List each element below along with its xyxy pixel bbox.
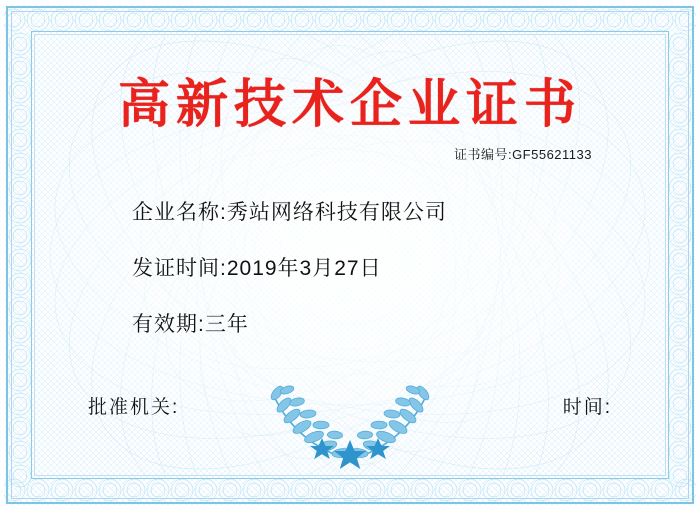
certificate-number-label: 证书编号: [453, 147, 513, 162]
field-validity-period-label: 有效期: [132, 313, 205, 336]
approval-date-label: 时间: [562, 397, 612, 418]
laurel-wreath-icon [260, 378, 440, 478]
field-issue-date-value: 2019年3月27日 [226, 257, 382, 280]
field-company-name-value: 秀站网络科技有限公司 [226, 201, 447, 224]
field-issue-date-label: 发证时间: [132, 257, 227, 280]
field-validity-period [132, 308, 249, 338]
certificate-number [454, 144, 592, 163]
field-validity-period-value: 三年 [204, 313, 249, 336]
certificate-number-value: GF55621133 [512, 147, 592, 162]
field-issue-date [132, 252, 382, 282]
approval-authority-label: 批准机关: [88, 397, 180, 418]
certificate-title: 高新技术企业证书 [117, 77, 582, 134]
star-group [310, 438, 390, 469]
field-company-name [132, 196, 447, 226]
field-company-name-label: 企业名称: [132, 201, 227, 224]
